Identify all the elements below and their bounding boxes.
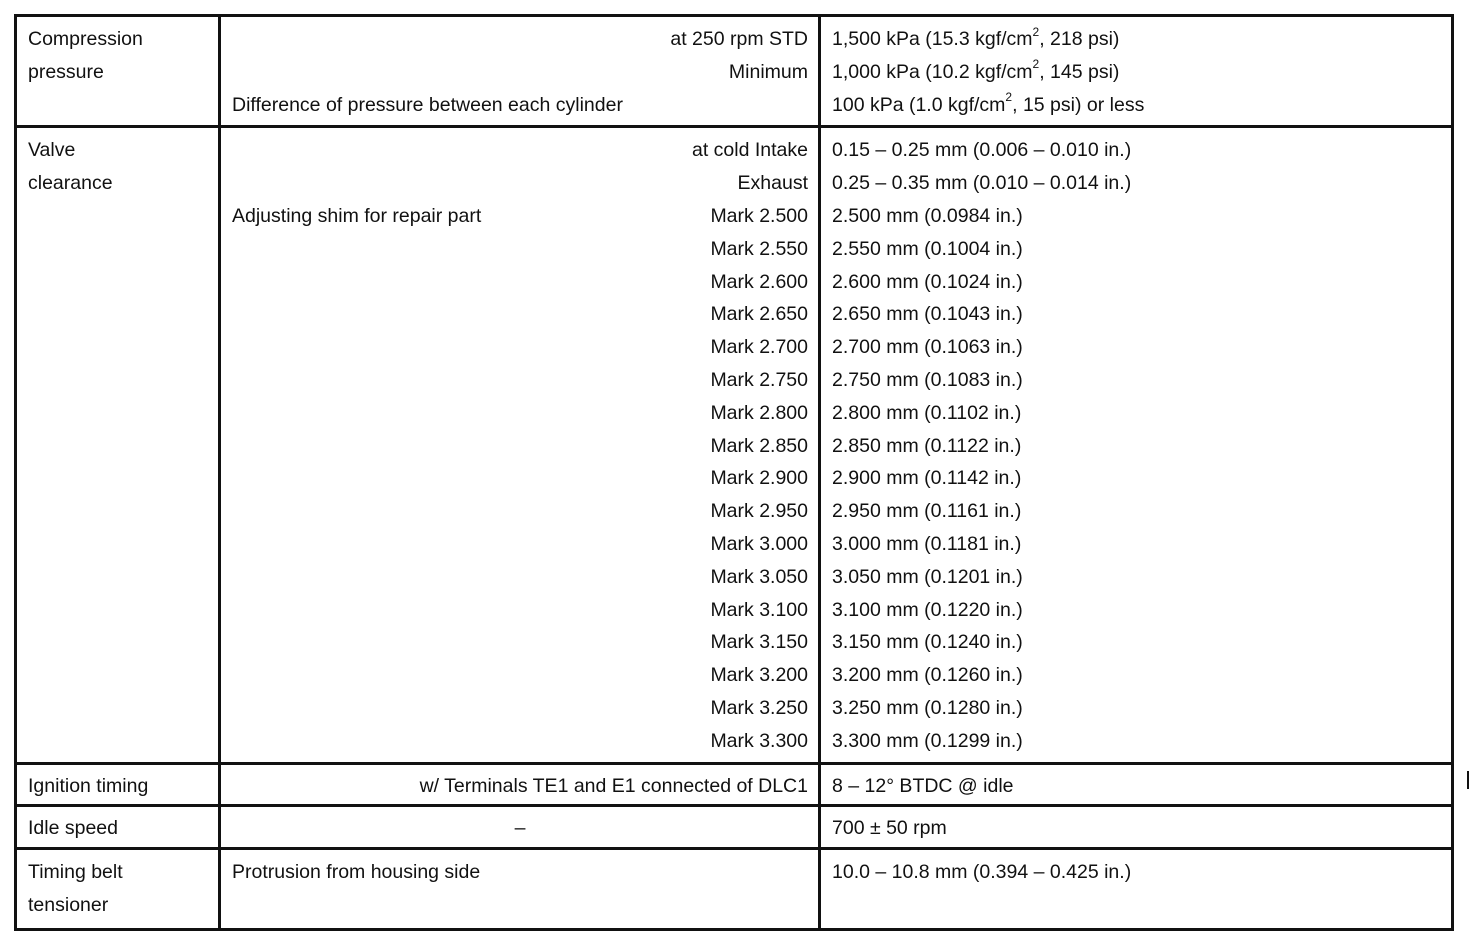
condition-cell	[220, 763, 820, 806]
item-label: Valve	[28, 139, 76, 162]
scan-mark	[1467, 771, 1469, 789]
value-exhaust: 0.25 – 0.35 mm (0.010 – 0.014 in.)	[832, 172, 1132, 195]
shim-value: 3.100 mm (0.1220 in.)	[832, 598, 1023, 621]
shim-value: 3.200 mm (0.1260 in.)	[832, 664, 1023, 687]
shim-mark: Mark 3.050	[710, 565, 808, 588]
item-label: clearance	[28, 172, 113, 195]
superscript: 2	[1005, 90, 1013, 105]
table-row-compression-pressure	[16, 16, 1453, 127]
value-cell	[820, 849, 1453, 930]
condition-exhaust: Exhaust	[737, 172, 808, 195]
shim-value: 2.600 mm (0.1024 in.)	[832, 270, 1023, 293]
superscript: 2	[1032, 24, 1040, 39]
condition-text: Protrusion from housing side	[232, 861, 481, 884]
shim-value: 3.250 mm (0.1280 in.)	[832, 696, 1023, 719]
shim-value: 2.950 mm (0.1161 in.)	[832, 500, 1022, 523]
condition-cell	[220, 16, 820, 127]
item-label: Timing belt	[28, 861, 123, 884]
shim-mark: Mark 3.000	[710, 532, 808, 555]
shim-mark: Mark 2.900	[710, 467, 808, 490]
value-text: 1,500 kPa (15.3 kgf/cm	[832, 28, 1033, 50]
shim-value: 2.550 mm (0.1004 in.)	[832, 237, 1023, 260]
value-text: , 15 psi) or less	[1012, 93, 1145, 116]
table-row-ignition-timing	[16, 763, 1453, 806]
item-cell	[16, 16, 220, 127]
table-row-valve-clearance	[16, 127, 1453, 763]
shim-label: Adjusting shim for repair part	[232, 204, 482, 227]
item-cell	[16, 849, 220, 930]
superscript: 2	[1032, 57, 1040, 72]
shim-mark: Mark 2.650	[710, 303, 808, 326]
shim-mark: Mark 3.200	[710, 664, 808, 687]
value-difference	[832, 89, 1441, 122]
value-cell	[820, 806, 1453, 849]
item-label: tensioner	[28, 893, 109, 916]
shim-mark: Mark 2.550	[710, 237, 808, 260]
value-minimum	[832, 56, 1441, 89]
shim-mark: Mark 3.100	[710, 598, 808, 621]
shim-value: 2.500 mm (0.0984 in.)	[832, 204, 1023, 227]
value-cell	[820, 16, 1453, 127]
item-label: Compression	[28, 28, 143, 50]
shim-mark: Mark 2.500	[710, 204, 808, 227]
table-row-timing-belt-tensioner	[16, 849, 1453, 930]
shim-value: 3.150 mm (0.1240 in.)	[832, 631, 1023, 654]
shim-value: 2.800 mm (0.1102 in.)	[832, 401, 1022, 424]
shim-value: 2.900 mm (0.1142 in.)	[832, 467, 1022, 490]
item-label: Idle speed	[28, 817, 118, 840]
shim-mark: Mark 2.700	[710, 336, 808, 359]
condition-text: w/ Terminals TE1 and E1 connected of DLC1	[419, 774, 808, 797]
value-text: , 145 psi)	[1039, 60, 1120, 83]
shim-value: 3.300 mm (0.1299 in.)	[832, 729, 1023, 752]
value-intake: 0.15 – 0.25 mm (0.006 – 0.010 in.)	[832, 139, 1132, 162]
shim-mark: Mark 2.750	[710, 368, 808, 391]
value-text: 1,000 kPa (10.2 kgf/cm	[832, 60, 1033, 83]
value-std	[832, 23, 1441, 56]
value-text: 700 ± 50 rpm	[832, 817, 947, 840]
shim-value: 3.050 mm (0.1201 in.)	[832, 565, 1023, 588]
shim-value: 3.000 mm (0.1181 in.)	[832, 532, 1022, 555]
value-text: 10.0 – 10.8 mm (0.394 – 0.425 in.)	[832, 861, 1132, 884]
item-cell	[16, 806, 220, 849]
shim-mark: Mark 2.800	[710, 401, 808, 424]
table-row-idle-speed	[16, 806, 1453, 849]
value-cell	[820, 763, 1453, 806]
shim-header	[232, 200, 808, 233]
value-text: 8 – 12° BTDC @ idle	[832, 774, 1014, 797]
item-cell	[16, 763, 220, 806]
shim-mark: Mark 3.300	[710, 729, 808, 752]
shim-value: 2.750 mm (0.1083 in.)	[832, 368, 1023, 391]
condition-std: at 250 rpm STD	[670, 28, 808, 50]
item-label: pressure	[28, 60, 104, 83]
shim-value: 2.650 mm (0.1043 in.)	[832, 303, 1023, 326]
condition-text: –	[514, 817, 526, 840]
condition-cell	[220, 806, 820, 849]
shim-mark: Mark 2.600	[710, 270, 808, 293]
value-cell	[820, 127, 1453, 763]
item-label: Ignition timing	[28, 774, 149, 797]
shim-value: 2.700 mm (0.1063 in.)	[832, 336, 1023, 359]
condition-difference: Difference of pressure between each cylinder	[232, 93, 623, 116]
specification-table	[14, 14, 1454, 931]
condition-cell	[220, 127, 820, 763]
condition-cell	[220, 849, 820, 930]
shim-mark: Mark 2.950	[710, 500, 808, 523]
shim-mark: Mark 3.150	[710, 631, 808, 654]
condition-minimum: Minimum	[728, 60, 808, 83]
shim-mark: Mark 2.850	[710, 434, 808, 457]
shim-mark: Mark 3.250	[710, 696, 808, 719]
shim-value: 2.850 mm (0.1122 in.)	[832, 434, 1022, 457]
condition-intake: at cold Intake	[692, 139, 808, 162]
value-text: , 218 psi)	[1039, 28, 1120, 50]
item-cell	[16, 127, 220, 763]
value-text: 100 kPa (1.0 kgf/cm	[832, 93, 1006, 116]
